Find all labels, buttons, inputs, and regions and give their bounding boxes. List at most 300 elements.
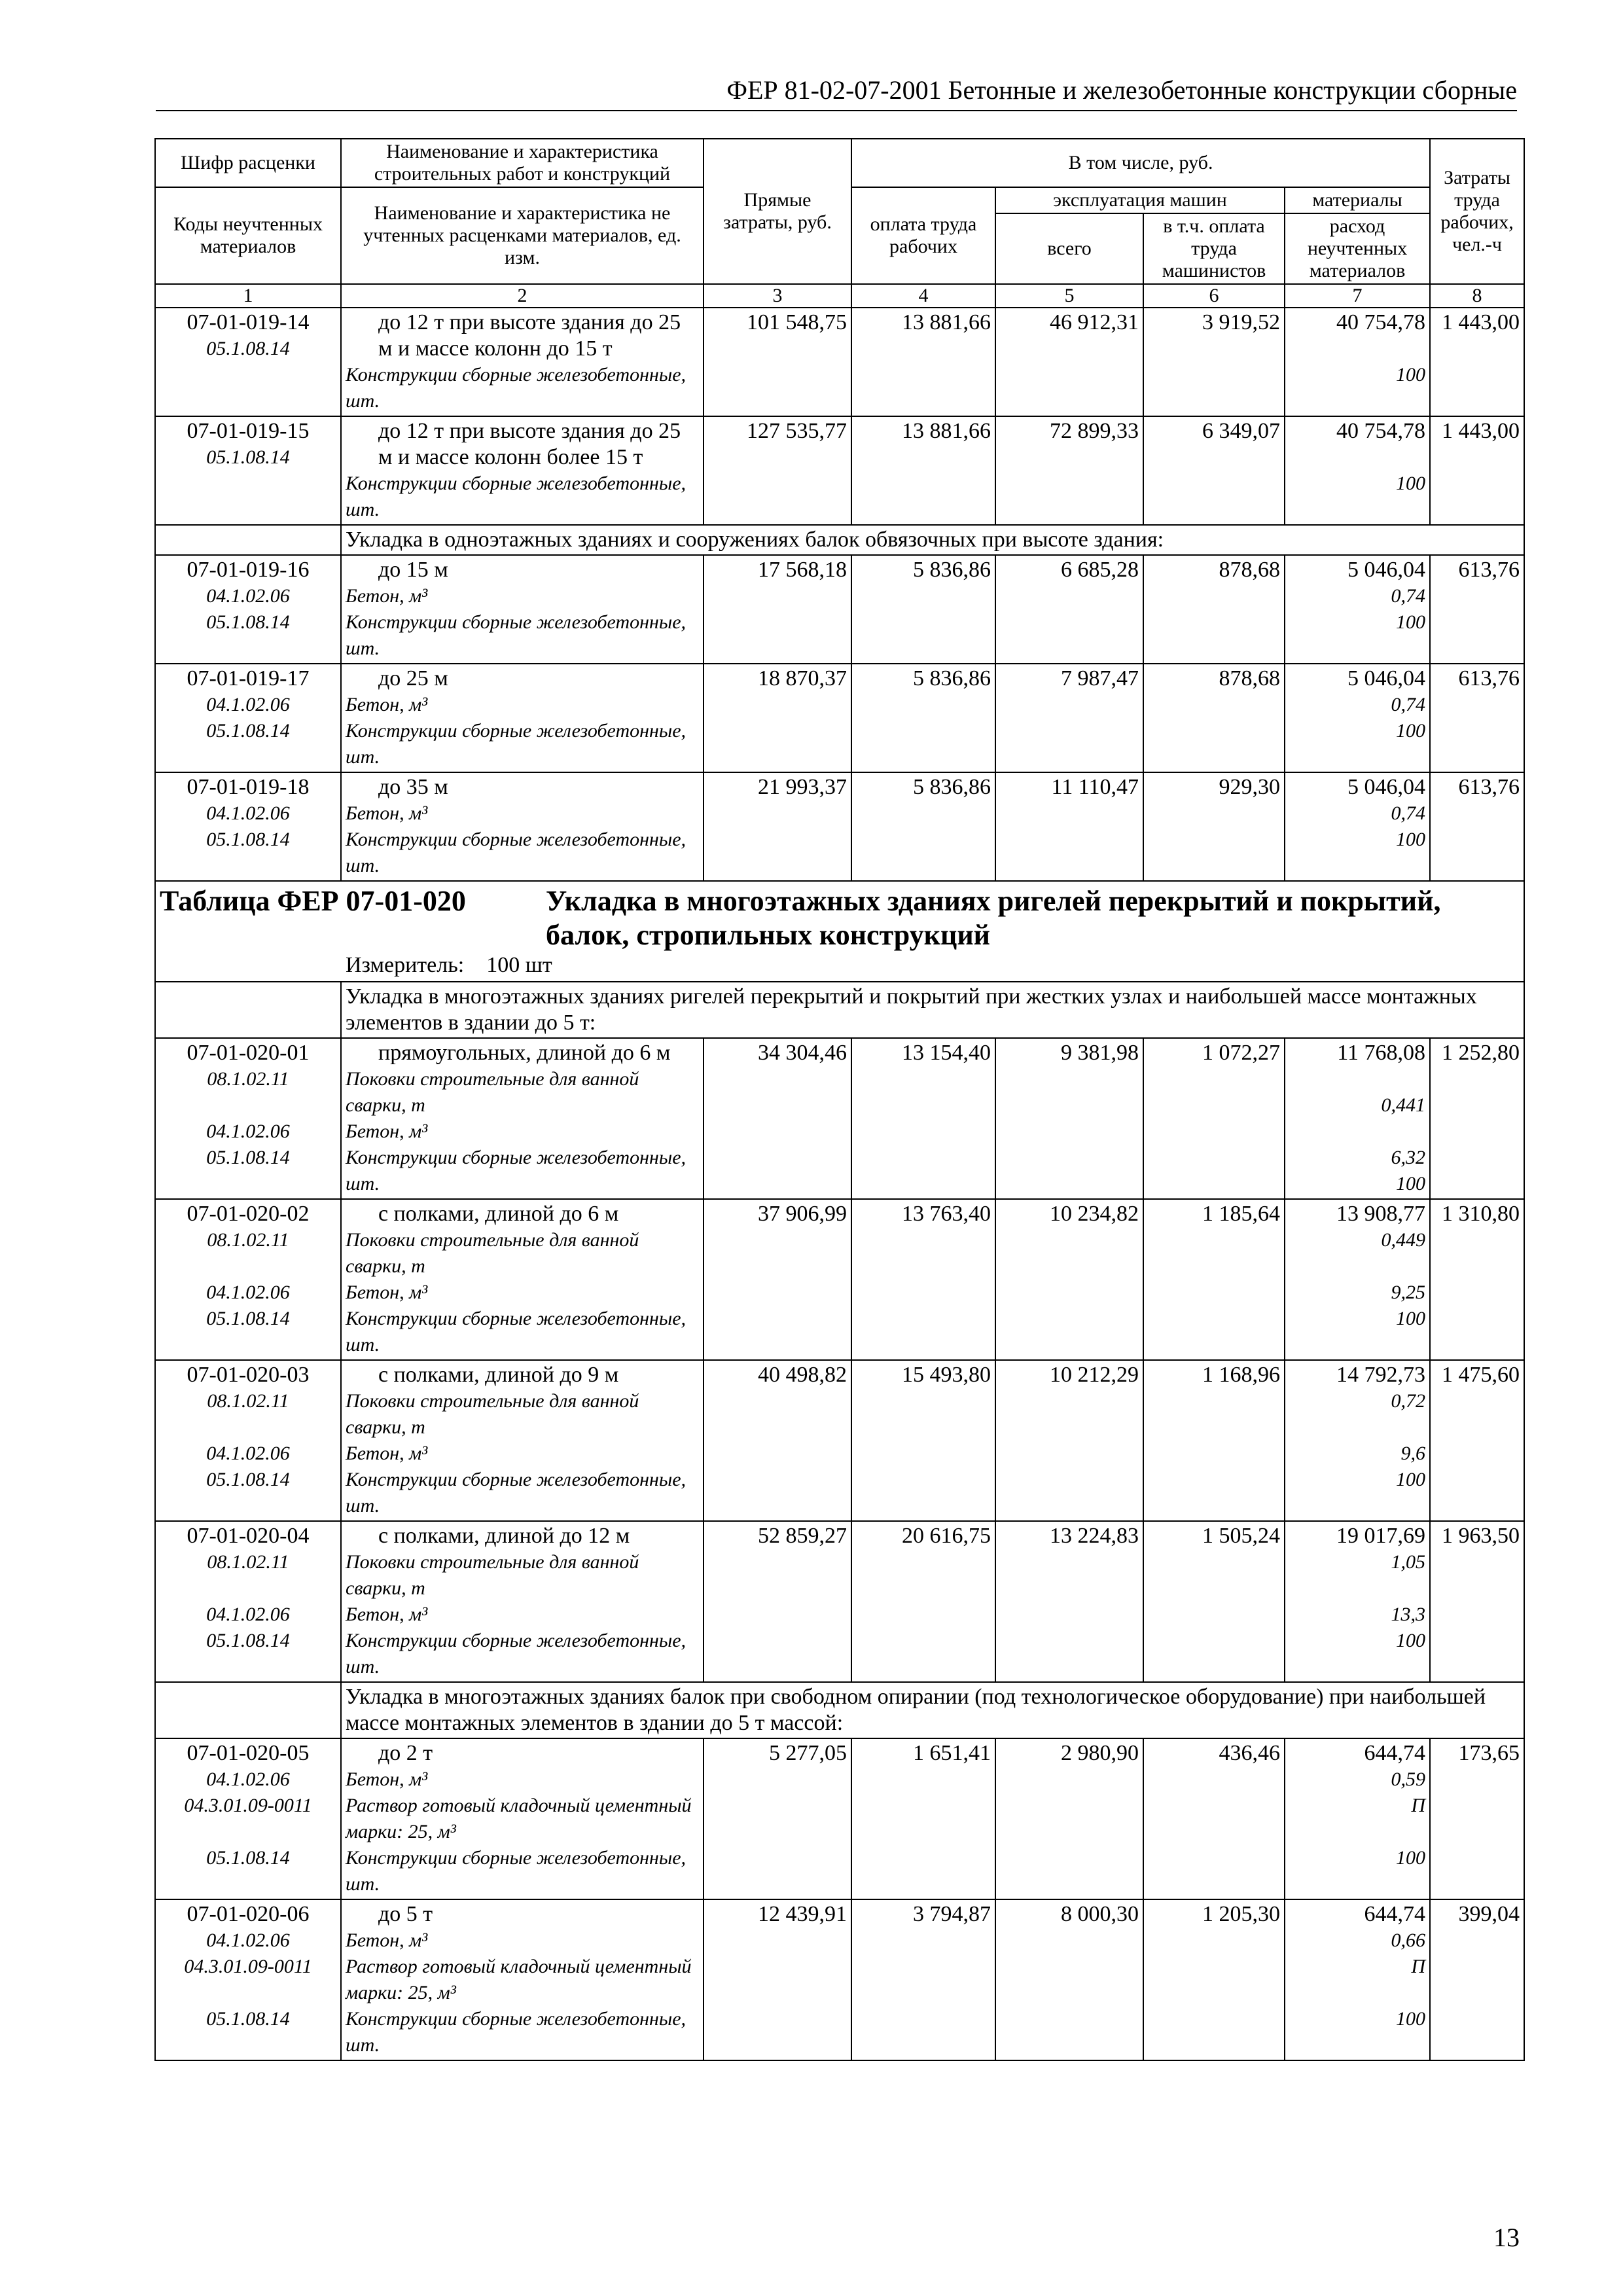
value: 5 046,04 (1347, 666, 1426, 691)
material-name: Конструкции сборные железобетонные, шт. (346, 1308, 687, 1355)
running-header: ФЕР 81-02-07-2001 Бетонные и железобетонные конструкции сборные (156, 73, 1517, 111)
price-table (154, 138, 1525, 2061)
code-cell (155, 308, 341, 416)
material-name: Конструкции сборные железобетонные, шт. (346, 364, 687, 412)
col-header-materials-name: Наименование и характеристика не учтенных расценками материалов, ед. изм. (341, 187, 704, 284)
material-name: Бетон, м³ (346, 1768, 428, 1790)
material-name: Поковки строительные для ванной сварки, т (346, 1229, 639, 1277)
material-code: 04.3.01.09-0011 (184, 1795, 312, 1816)
material-code: 08.1.02.11 (207, 1390, 289, 1412)
value: 21 993,37 (758, 775, 847, 799)
material-amount: 100 (1396, 1308, 1426, 1329)
meter-label: Измеритель: (346, 953, 465, 977)
column-number: 7 (1285, 284, 1430, 308)
material-name: Раствор готовый кладочный цементный марки: 25, м³ (346, 1956, 692, 2003)
code-cell (155, 1521, 341, 1682)
rate-name: с полками, длиной до 12 м (378, 1524, 630, 1548)
value: 20 616,75 (902, 1524, 991, 1548)
material-name: Бетон, м³ (346, 585, 428, 607)
col-header-materials: материалы (1285, 187, 1430, 213)
value-cell (704, 664, 851, 772)
value: 13 881,66 (902, 310, 991, 334)
value: 11 110,47 (1051, 775, 1139, 799)
rate-name: прямоугольных, длиной до 6 м (378, 1041, 671, 1065)
value-cell (1143, 1360, 1285, 1521)
value-cell (995, 1038, 1143, 1199)
col-header-labor-pay: оплата труда рабочих (851, 187, 995, 284)
value: 173,65 (1458, 1741, 1520, 1765)
table-row (155, 1199, 1524, 1360)
value: 878,68 (1219, 558, 1280, 582)
material-name: Конструкции сборные железобетонные, шт. (346, 1147, 687, 1194)
material-code: 04.3.01.09-0011 (184, 1956, 312, 1977)
value-cell (1143, 1738, 1285, 1899)
value-cell (1143, 416, 1285, 525)
column-numbers (155, 284, 1524, 308)
value-cell (851, 1521, 995, 1682)
value: 3 794,87 (913, 1902, 991, 1926)
material-amount: П (1411, 1956, 1426, 1977)
col-header-machines-total: всего (995, 213, 1143, 284)
rate-code: 07-01-019-16 (187, 558, 310, 582)
material-amount: 100 (1396, 829, 1426, 850)
value-cell (1285, 1199, 1430, 1360)
material-code: 04.1.02.06 (206, 1443, 290, 1464)
value: 17 568,18 (758, 558, 847, 582)
table-label: Таблица ФЕР 07-01-020 (160, 885, 466, 917)
code-cell (155, 1038, 341, 1199)
col-header-codes: Коды неучтенных материалов (155, 187, 341, 284)
rate-code: 07-01-020-01 (187, 1041, 310, 1065)
value: 399,04 (1458, 1902, 1520, 1926)
value: 5 046,04 (1347, 775, 1426, 799)
value-cell (1430, 1738, 1524, 1899)
table-row (155, 555, 1524, 664)
value: 613,76 (1458, 558, 1520, 582)
rate-name: до 12 т при высоте здания до 25 м и массе колонн более 15 т (378, 419, 681, 469)
value: 1 651,41 (913, 1741, 991, 1765)
value-cell (995, 308, 1143, 416)
material-code: 04.1.02.06 (206, 1929, 290, 1951)
name-cell (341, 1199, 704, 1360)
group-heading: Укладка в одноэтажных зданиях и сооружениях балок обвязочных при высоте здания: (341, 525, 1524, 555)
value: 11 768,08 (1337, 1041, 1426, 1065)
column-number: 3 (704, 284, 851, 308)
value: 72 899,33 (1050, 419, 1139, 443)
value: 13 763,40 (902, 1202, 991, 1226)
material-amount: 0,59 (1391, 1768, 1426, 1790)
group-heading: Укладка в многоэтажных зданиях ригелей перекрытий и покрытий при жестких узлах и наибольшей массе монтажных элементов в здании до 5 т: (341, 982, 1524, 1038)
material-amount: 100 (1396, 473, 1426, 494)
value-cell (995, 1360, 1143, 1521)
value-cell (1143, 1521, 1285, 1682)
material-name: Конструкции сборные железобетонные, шт. (346, 1630, 687, 1677)
value: 5 277,05 (769, 1741, 847, 1765)
value-cell (704, 416, 851, 525)
value: 13 154,40 (902, 1041, 991, 1065)
value-cell (851, 1038, 995, 1199)
value: 1 505,24 (1202, 1524, 1280, 1548)
value-cell (851, 1199, 995, 1360)
name-cell (341, 1521, 704, 1682)
value-cell (1430, 1038, 1524, 1199)
code-cell (155, 1899, 341, 2060)
col-header-materials-sub: расход неучтенных материалов (1285, 213, 1430, 284)
code-cell (155, 1360, 341, 1521)
page-number: 13 (1493, 2223, 1520, 2252)
value: 644,74 (1364, 1741, 1426, 1765)
material-name: Бетон, м³ (346, 802, 428, 824)
column-number: 4 (851, 284, 995, 308)
value-cell (1143, 308, 1285, 416)
material-code: 05.1.08.14 (206, 1147, 290, 1168)
material-amount: 0,66 (1391, 1929, 1426, 1951)
rate-code: 07-01-019-17 (187, 666, 310, 691)
value-cell (1285, 1899, 1430, 2060)
group-spacer (155, 525, 341, 555)
col-header-incl: В том числе, руб. (851, 139, 1430, 187)
value: 10 234,82 (1050, 1202, 1139, 1226)
material-amount: 9,6 (1400, 1443, 1426, 1464)
material-name: Бетон, м³ (346, 1282, 428, 1303)
column-number: 8 (1430, 284, 1524, 308)
material-amount: 100 (1396, 720, 1426, 742)
value-cell (851, 772, 995, 881)
value: 40 754,78 (1336, 419, 1426, 443)
rate-name: с полками, длиной до 9 м (378, 1363, 619, 1387)
value: 7 987,47 (1061, 666, 1139, 691)
value-cell (1143, 1899, 1285, 2060)
value: 13 224,83 (1050, 1524, 1139, 1548)
rate-name: до 25 м (378, 666, 448, 691)
value: 5 836,86 (913, 775, 991, 799)
material-amount: 100 (1396, 1630, 1426, 1651)
material-name: Бетон, м³ (346, 694, 428, 715)
rate-name: до 12 т при высоте здания до 25 м и массе колонн до 15 т (378, 310, 681, 361)
value-cell (1430, 1899, 1524, 2060)
value: 3 919,52 (1202, 310, 1280, 334)
material-amount: П (1411, 1795, 1426, 1816)
group-spacer (155, 1682, 341, 1738)
value: 13 908,77 (1336, 1202, 1426, 1226)
value-cell (1285, 772, 1430, 881)
material-amount: 100 (1396, 364, 1426, 386)
value-cell (1430, 664, 1524, 772)
rate-code: 07-01-020-04 (187, 1524, 310, 1548)
material-code: 08.1.02.11 (207, 1551, 289, 1573)
table-row (155, 1360, 1524, 1521)
value-cell (851, 555, 995, 664)
value-cell (1285, 416, 1430, 525)
material-name: Бетон, м³ (346, 1443, 428, 1464)
rate-name: с полками, длиной до 6 м (378, 1202, 619, 1226)
table-row (155, 416, 1524, 525)
value: 5 836,86 (913, 558, 991, 582)
value-cell (995, 772, 1143, 881)
value: 37 906,99 (758, 1202, 847, 1226)
rate-name: до 2 т (378, 1741, 433, 1765)
value: 1 252,80 (1442, 1041, 1520, 1065)
rate-code: 07-01-019-14 (187, 310, 310, 334)
value-cell (1430, 1360, 1524, 1521)
value-cell (704, 308, 851, 416)
name-cell (341, 1738, 704, 1899)
rate-name: до 35 м (378, 775, 448, 799)
material-name: Бетон, м³ (346, 1121, 428, 1142)
material-amount: 0,449 (1381, 1229, 1426, 1251)
material-code: 04.1.02.06 (206, 1282, 290, 1303)
material-amount: 0,72 (1391, 1390, 1426, 1412)
table-row (155, 1521, 1524, 1682)
code-cell (155, 1199, 341, 1360)
material-amount: 100 (1396, 1469, 1426, 1490)
value: 613,76 (1458, 775, 1520, 799)
value: 1 443,00 (1442, 310, 1520, 334)
value: 12 439,91 (758, 1902, 847, 1926)
rate-name: до 15 м (378, 558, 448, 582)
material-name: Поковки строительные для ванной сварки, т (346, 1068, 639, 1116)
value-cell (1430, 772, 1524, 881)
code-cell (155, 1738, 341, 1899)
material-name: Поковки строительные для ванной сварки, т (346, 1551, 639, 1599)
material-code: 08.1.02.11 (207, 1068, 289, 1090)
rate-code: 07-01-020-05 (187, 1741, 310, 1765)
value-cell (1285, 555, 1430, 664)
value: 13 881,66 (902, 419, 991, 443)
value: 6 685,28 (1061, 558, 1139, 582)
name-cell (341, 1360, 704, 1521)
material-code: 05.1.08.14 (206, 829, 290, 850)
value: 34 304,46 (758, 1041, 847, 1065)
value-cell (1143, 1199, 1285, 1360)
name-cell (341, 555, 704, 664)
value: 8 000,30 (1061, 1902, 1139, 1926)
value-cell (851, 1899, 995, 2060)
value-cell (851, 1738, 995, 1899)
column-number: 1 (155, 284, 341, 308)
material-code: 05.1.08.14 (206, 446, 290, 468)
material-code: 04.1.02.06 (206, 1121, 290, 1142)
value-cell (995, 664, 1143, 772)
value: 46 912,31 (1050, 310, 1139, 334)
value: 2 980,90 (1061, 1741, 1139, 1765)
material-code: 05.1.08.14 (206, 1469, 290, 1490)
rate-name: до 5 т (378, 1902, 433, 1926)
value: 52 859,27 (758, 1524, 847, 1548)
table-row (155, 308, 1524, 416)
material-code: 04.1.02.06 (206, 585, 290, 607)
value: 1 205,30 (1202, 1902, 1280, 1926)
material-amount: 6,32 (1391, 1147, 1426, 1168)
material-name: Бетон, м³ (346, 1929, 428, 1951)
value-cell (1143, 664, 1285, 772)
value-cell (1285, 308, 1430, 416)
material-amount: 0,441 (1381, 1094, 1426, 1116)
material-name: Раствор готовый кладочный цементный марки: 25, м³ (346, 1795, 692, 1842)
material-code: 05.1.08.14 (206, 338, 290, 359)
code-cell (155, 664, 341, 772)
material-amount: 0,74 (1391, 585, 1426, 607)
table-title: Укладка в многоэтажных зданиях ригелей перекрытий и покрытий, балок, стропильных конструкций (546, 885, 1441, 951)
value: 6 349,07 (1202, 419, 1280, 443)
material-code: 05.1.08.14 (206, 1308, 290, 1329)
code-cell (155, 555, 341, 664)
value: 127 535,77 (747, 419, 847, 443)
value-cell (1285, 664, 1430, 772)
col-header-direct: Прямые затраты, руб. (704, 139, 851, 284)
material-name: Конструкции сборные железобетонные, шт. (346, 473, 687, 520)
material-code: 04.1.02.06 (206, 802, 290, 824)
value: 14 792,73 (1336, 1363, 1426, 1387)
group-spacer (155, 982, 341, 1038)
table-row (155, 1038, 1524, 1199)
value: 15 493,80 (902, 1363, 991, 1387)
rate-code: 07-01-020-06 (187, 1902, 310, 1926)
value-cell (704, 1738, 851, 1899)
value: 613,76 (1458, 666, 1520, 691)
col-header-machines: эксплуатация машин (995, 187, 1285, 213)
value-cell (1430, 416, 1524, 525)
value: 10 212,29 (1050, 1363, 1139, 1387)
value: 5 836,86 (913, 666, 991, 691)
value-cell (1285, 1038, 1430, 1199)
material-amount: 100 (1396, 611, 1426, 633)
table-caption (155, 881, 1524, 982)
value-cell (995, 555, 1143, 664)
table-row (155, 772, 1524, 881)
value-cell (851, 1360, 995, 1521)
value-cell (1430, 308, 1524, 416)
value-cell (995, 1199, 1143, 1360)
value-cell (1430, 1199, 1524, 1360)
value: 1 443,00 (1442, 419, 1520, 443)
col-header-machines-pay: в т.ч. оплата труда машинистов (1143, 213, 1285, 284)
value: 1 310,80 (1442, 1202, 1520, 1226)
column-number: 5 (995, 284, 1143, 308)
value: 1 168,96 (1202, 1363, 1280, 1387)
value: 40 754,78 (1336, 310, 1426, 334)
value: 40 498,82 (758, 1363, 847, 1387)
value-cell (1143, 555, 1285, 664)
value: 5 046,04 (1347, 558, 1426, 582)
rate-code: 07-01-019-18 (187, 775, 310, 799)
value-cell (995, 1738, 1143, 1899)
meter-value: 100 шт (486, 953, 552, 977)
material-code: 04.1.02.06 (206, 694, 290, 715)
material-amount: 100 (1396, 2008, 1426, 2030)
value-cell (995, 416, 1143, 525)
value-cell (995, 1521, 1143, 1682)
value: 1 963,50 (1442, 1524, 1520, 1548)
value: 1 475,60 (1442, 1363, 1520, 1387)
value-cell (851, 416, 995, 525)
col-header-code: Шифр расценки (155, 139, 341, 187)
material-code: 05.1.08.14 (206, 720, 290, 742)
material-amount: 0,74 (1391, 802, 1426, 824)
material-name: Конструкции сборные железобетонные, шт. (346, 829, 687, 876)
code-cell (155, 772, 341, 881)
column-number: 6 (1143, 284, 1285, 308)
name-cell (341, 772, 704, 881)
name-cell (341, 308, 704, 416)
material-code: 05.1.08.14 (206, 2008, 290, 2030)
value: 878,68 (1219, 666, 1280, 691)
material-code: 05.1.08.14 (206, 1630, 290, 1651)
name-cell (341, 416, 704, 525)
value-cell (704, 1199, 851, 1360)
material-amount: 9,25 (1391, 1282, 1426, 1303)
value: 18 870,37 (758, 666, 847, 691)
rate-code: 07-01-019-15 (187, 419, 310, 443)
material-name: Конструкции сборные железобетонные, шт. (346, 2008, 687, 2056)
material-name: Бетон, м³ (346, 1604, 428, 1625)
value-cell (1285, 1360, 1430, 1521)
rate-code: 07-01-020-03 (187, 1363, 310, 1387)
code-cell (155, 416, 341, 525)
value-cell (704, 1899, 851, 2060)
name-cell (341, 664, 704, 772)
value: 436,46 (1219, 1741, 1280, 1765)
material-name: Конструкции сборные железобетонные, шт. (346, 611, 687, 659)
value-cell (1143, 1038, 1285, 1199)
value: 9 381,98 (1061, 1041, 1139, 1065)
group-heading: Укладка в многоэтажных зданиях балок при свободном опирании (под технологическое оборудование) при наибольшей массе монтажных элементов в здании до 5 т массой: (341, 1682, 1524, 1738)
value-cell (704, 1038, 851, 1199)
material-code: 05.1.08.14 (206, 1847, 290, 1869)
value: 1 072,27 (1202, 1041, 1280, 1065)
col-header-labor: Затраты труда рабочих, чел.-ч (1430, 139, 1524, 284)
material-code: 04.1.02.06 (206, 1768, 290, 1790)
name-cell (341, 1899, 704, 2060)
value-cell (995, 1899, 1143, 2060)
material-name: Конструкции сборные железобетонные, шт. (346, 1469, 687, 1516)
table-row (155, 664, 1524, 772)
material-amount: 100 (1396, 1847, 1426, 1869)
rate-code: 07-01-020-02 (187, 1202, 310, 1226)
value-cell (704, 1360, 851, 1521)
material-amount: 100 (1396, 1173, 1426, 1194)
table-row (155, 1738, 1524, 1899)
material-amount: 13,3 (1391, 1604, 1426, 1625)
value-cell (1143, 772, 1285, 881)
value-cell (1285, 1521, 1430, 1682)
material-name: Конструкции сборные железобетонные, шт. (346, 720, 687, 768)
material-name: Конструкции сборные железобетонные, шт. (346, 1847, 687, 1895)
name-cell (341, 1038, 704, 1199)
value: 1 185,64 (1202, 1202, 1280, 1226)
value: 644,74 (1364, 1902, 1426, 1926)
value-cell (1285, 1738, 1430, 1899)
value: 929,30 (1219, 775, 1280, 799)
value-cell (704, 772, 851, 881)
material-code: 04.1.02.06 (206, 1604, 290, 1625)
value: 19 017,69 (1336, 1524, 1426, 1548)
value-cell (1430, 555, 1524, 664)
material-code: 05.1.08.14 (206, 611, 290, 633)
material-amount: 0,74 (1391, 694, 1426, 715)
value-cell (704, 555, 851, 664)
table-row (155, 1899, 1524, 2060)
value-cell (851, 664, 995, 772)
material-name: Поковки строительные для ванной сварки, т (346, 1390, 639, 1438)
value: 101 548,75 (747, 310, 847, 334)
material-code: 08.1.02.11 (207, 1229, 289, 1251)
material-amount: 1,05 (1391, 1551, 1426, 1573)
value-cell (1430, 1521, 1524, 1682)
column-number: 2 (341, 284, 704, 308)
col-header-name: Наименование и характеристика строительных работ и конструкций (341, 139, 704, 187)
value-cell (704, 1521, 851, 1682)
